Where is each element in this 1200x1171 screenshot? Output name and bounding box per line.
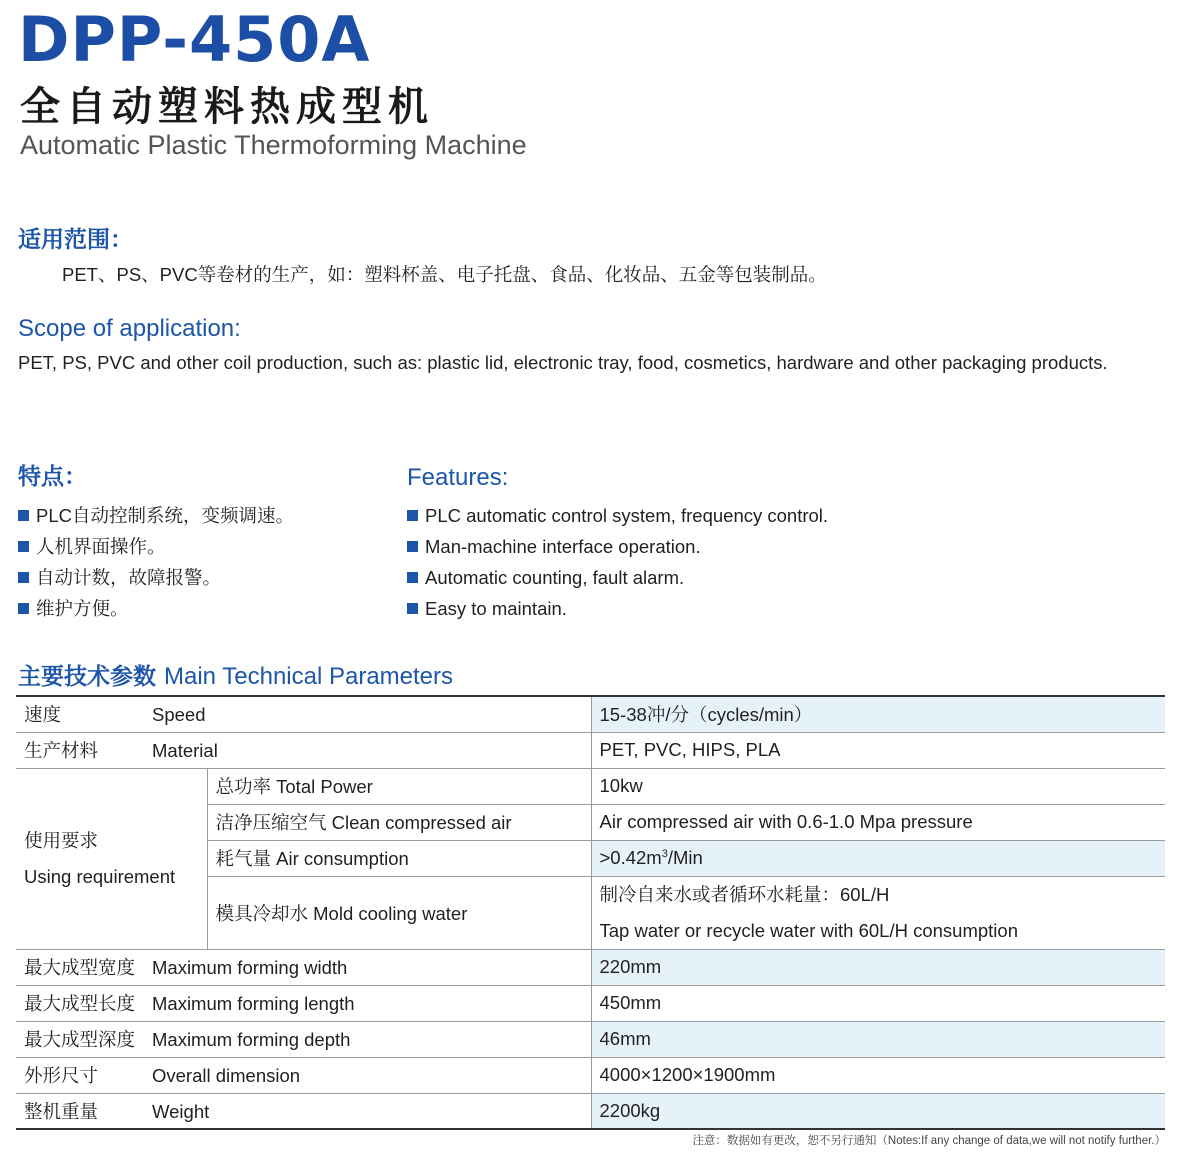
- scope-heading-en: Scope of application:: [18, 315, 241, 342]
- footnote: 注意：数据如有更改，恕不另行通知（Notes:If any change of data,we will not notify further.）: [692, 1135, 1166, 1147]
- scope-heading-cn: 适用范围：: [18, 226, 133, 252]
- param-value: PET, PVC, HIPS, PLA: [591, 732, 1165, 768]
- features-list-cn: [18, 500, 294, 624]
- param-value: 制冷自来水或者循环水耗量：60L/H Tap water or recycle water with 60L/H consumption: [591, 876, 1165, 949]
- feature-item: [407, 562, 828, 593]
- product-title-cn: 全自动塑料热成型机: [20, 84, 434, 130]
- param-label: 整机重量 Weight: [16, 1093, 591, 1129]
- feature-text: Automatic counting, fault alarm.: [425, 567, 685, 588]
- feature-item: [407, 593, 828, 624]
- product-title-en: Automatic Plastic Thermoforming Machine: [20, 130, 527, 160]
- feature-text: 维护方便。: [36, 598, 129, 619]
- param-label: 最大成型深度 Maximum forming depth: [16, 1021, 591, 1057]
- features-list-en: [407, 500, 828, 624]
- param-value: 46mm: [591, 1021, 1165, 1057]
- bullet-square-icon: [18, 510, 29, 521]
- param-sub-label: 模具冷却水 Mold cooling water: [207, 876, 591, 949]
- model-number: DPP-450A: [18, 3, 371, 76]
- param-sub-label: 耗气量 Air consumption: [207, 840, 591, 876]
- table-row: [16, 1021, 1165, 1057]
- bullet-square-icon: [407, 572, 418, 583]
- param-value: 4000×1200×1900mm: [591, 1057, 1165, 1093]
- param-sub-label: 洁净压缩空气 Clean compressed air: [207, 804, 591, 840]
- param-value: 450mm: [591, 985, 1165, 1021]
- feature-item: [18, 500, 294, 531]
- feature-text: 人机界面操作。: [36, 536, 166, 557]
- scope-text-en: PET, PS, PVC and other coil production, such as: plastic lid, electronic tray, food, cosmetics, hardware and other packaging products.: [18, 352, 1108, 373]
- param-value: $>0.42m^3$/Min: [591, 840, 1165, 876]
- feature-text: PLC automatic control system, frequency control.: [425, 505, 829, 526]
- features-heading-cn: 特点：: [18, 463, 87, 489]
- param-value: 15-38冲/分（cycles/min）: [591, 696, 1165, 732]
- bullet-square-icon: [18, 603, 29, 614]
- param-label: 生产材料 Material: [16, 732, 591, 768]
- param-sub-label: 总功率 Total Power: [207, 768, 591, 804]
- param-value: 2200kg: [591, 1093, 1165, 1129]
- param-value: Air compressed air with 0.6-1.0 Mpa pressure: [591, 804, 1165, 840]
- bullet-square-icon: [407, 603, 418, 614]
- param-value: 10kw: [591, 768, 1165, 804]
- feature-text: Easy to maintain.: [425, 598, 567, 619]
- param-label: 最大成型长度 Maximum forming length: [16, 985, 591, 1021]
- params-heading-en: Main Technical Parameters: [164, 663, 454, 690]
- feature-item: [407, 500, 828, 531]
- bullet-square-icon: [18, 541, 29, 552]
- param-label: 最大成型宽度 Maximum forming width: [16, 949, 591, 985]
- params-table: [16, 695, 1165, 1130]
- table-row: [16, 985, 1165, 1021]
- table-row: [16, 949, 1165, 985]
- feature-item: [407, 531, 828, 562]
- feature-item: [18, 562, 294, 593]
- table-row: [16, 696, 1165, 732]
- feature-text: Man-machine interface operation.: [425, 536, 701, 557]
- scope-text-cn: PET、PS、PVC等卷材的生产，如：塑料杯盖、电子托盘、食品、化妆品、五金等包装制品。: [62, 264, 827, 285]
- feature-item: [18, 531, 294, 562]
- param-label: 速度 Speed: [16, 696, 591, 732]
- param-label: 外形尺寸 Overall dimension: [16, 1057, 591, 1093]
- feature-text: 自动计数，故障报警。: [36, 567, 222, 588]
- table-row: [16, 768, 1165, 804]
- feature-text: PLC自动控制系统，变频调速。: [36, 505, 294, 526]
- bullet-square-icon: [407, 510, 418, 521]
- table-row: [16, 1057, 1165, 1093]
- params-heading: [18, 658, 453, 691]
- table-row: [16, 732, 1165, 768]
- params-heading-cn: 主要技术参数: [18, 663, 156, 689]
- table-row: [16, 1093, 1165, 1129]
- param-group-label: 使用要求 Using requirement: [16, 768, 207, 949]
- feature-item: [18, 593, 294, 624]
- param-value: 220mm: [591, 949, 1165, 985]
- bullet-square-icon: [407, 541, 418, 552]
- features-heading-en: Features:: [407, 464, 509, 491]
- bullet-square-icon: [18, 572, 29, 583]
